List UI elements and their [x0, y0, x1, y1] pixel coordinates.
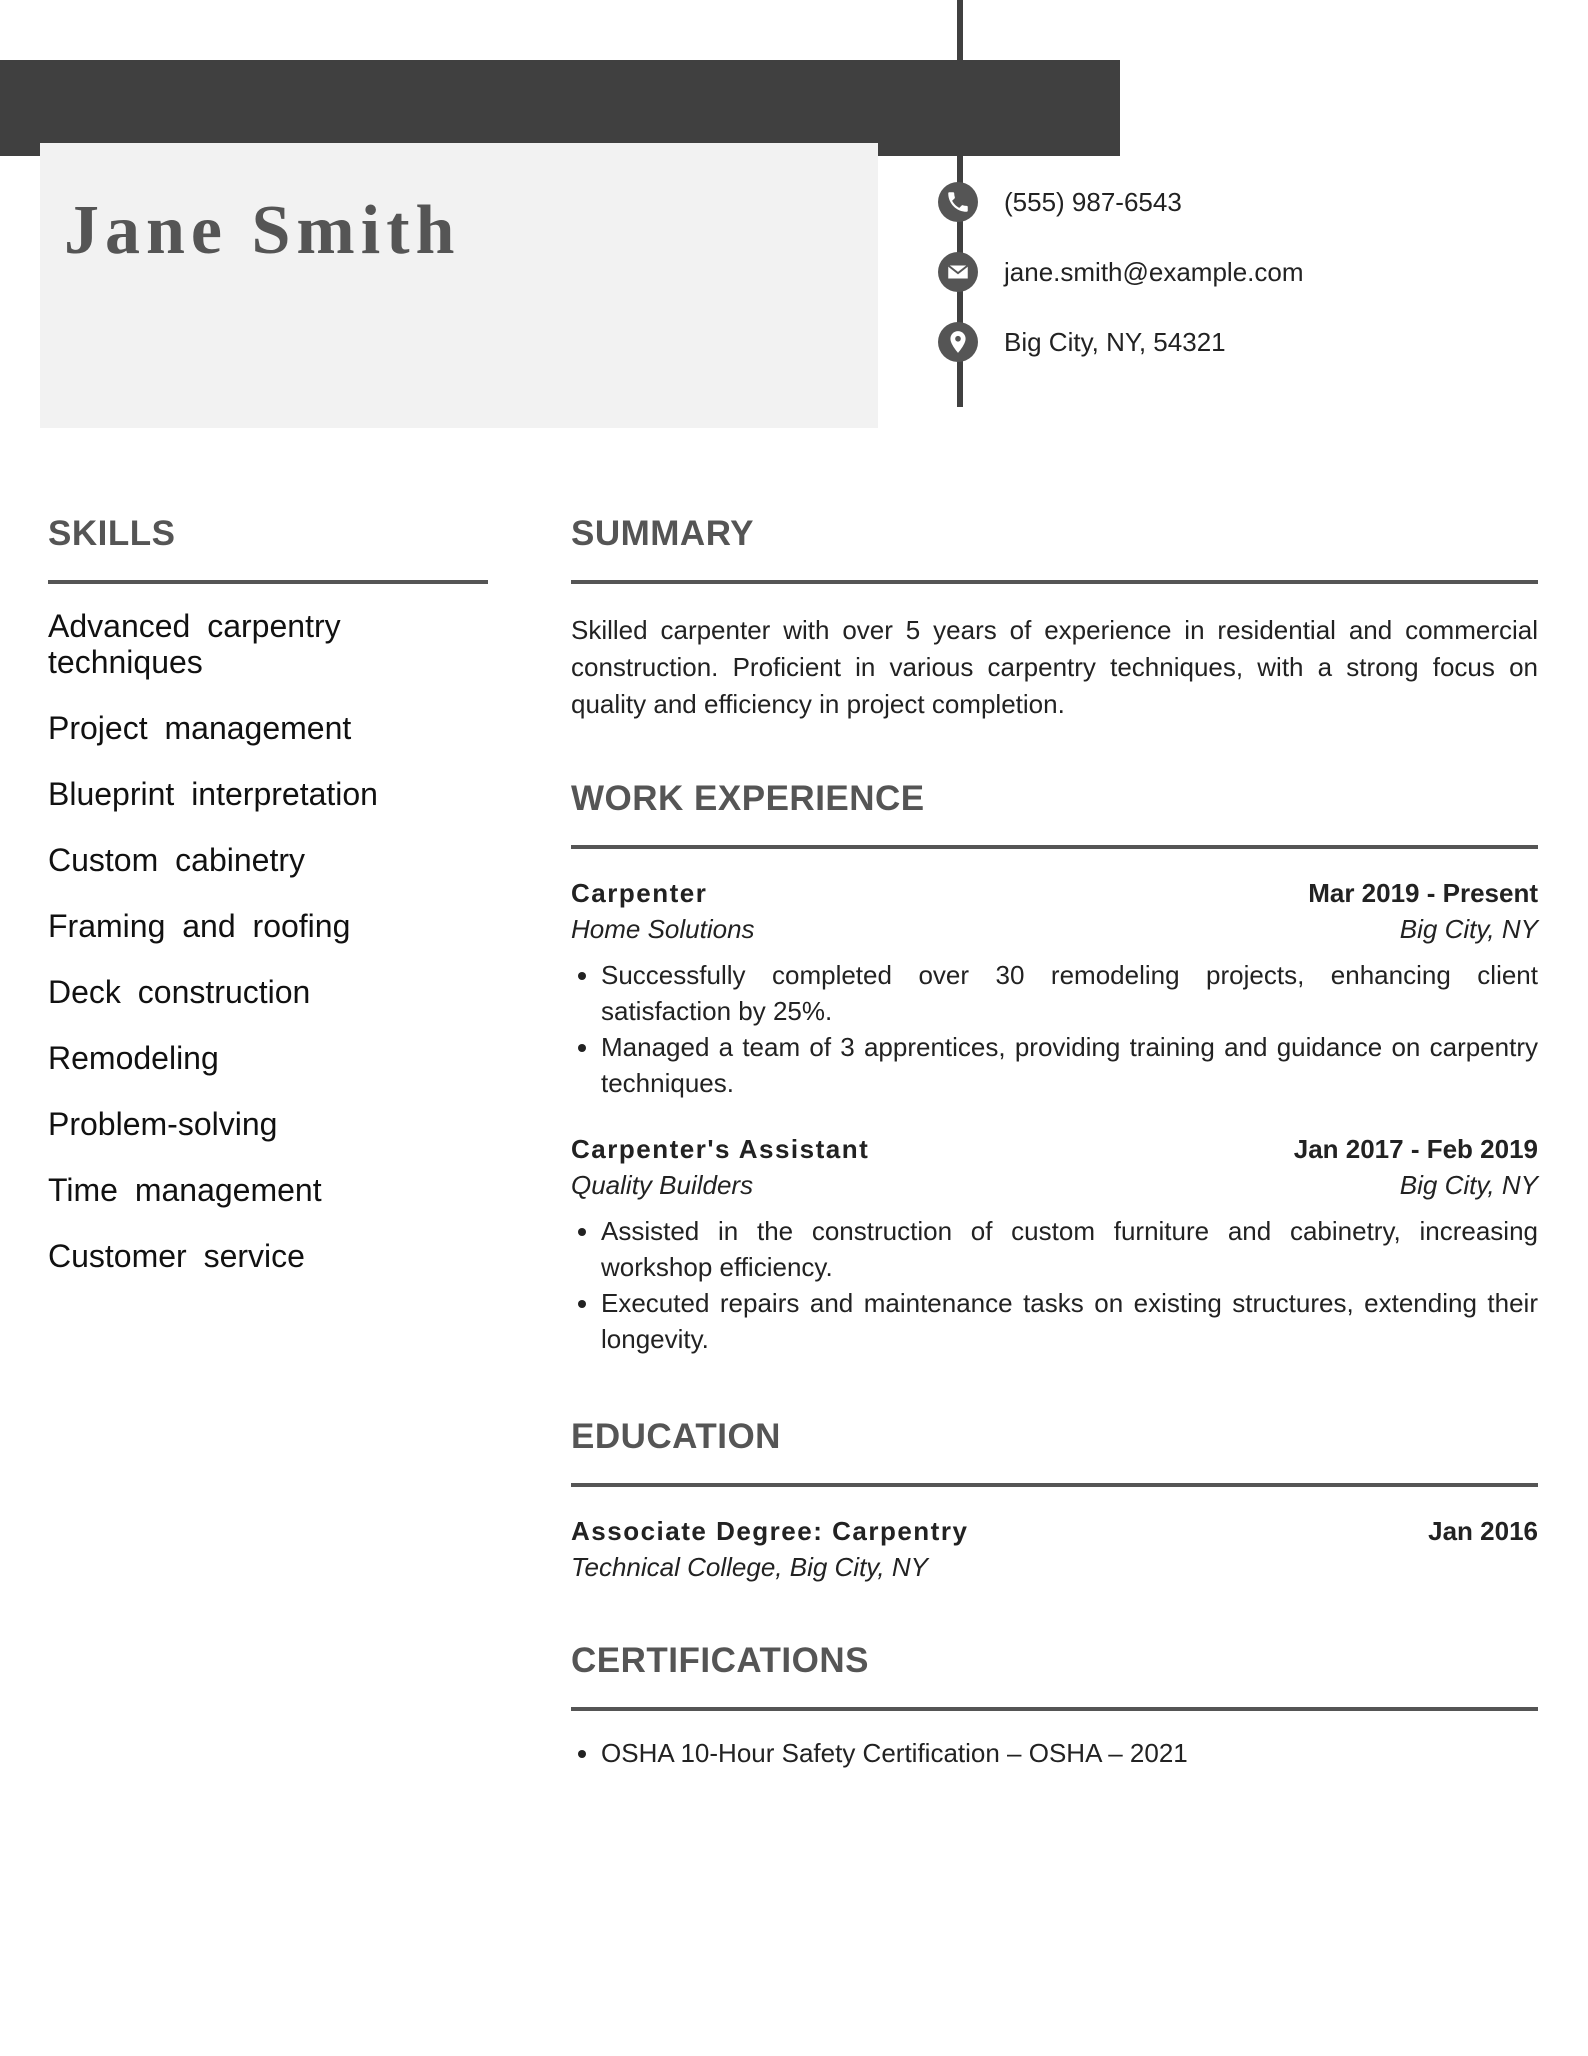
job-bullet: • Managed a team of 3 apprentices, providing training and guidance on carpentry techniques. [601, 1029, 1538, 1101]
job-bullets [571, 957, 1538, 1101]
job-entry [571, 875, 1538, 1101]
summary-heading: SUMMARY [571, 514, 755, 553]
skills-section [48, 512, 488, 1304]
summary-text: Skilled carpenter with over 5 years of experience in residential and commercial construction. Proficient in various carpentry techniques, with a strong focus on quality and efficiency in project completion. [571, 615, 1538, 719]
certifications-list [571, 1735, 1538, 1771]
skill-item: Remodeling [48, 1040, 219, 1076]
experience-section [571, 777, 1538, 1357]
summary-section [571, 512, 1538, 723]
education-heading: EDUCATION [571, 1417, 781, 1456]
location-pin-icon [938, 322, 978, 362]
job-location: Big City, NY [1399, 914, 1538, 944]
job-location: Big City, NY [1399, 1170, 1538, 1200]
section-divider [571, 1483, 1538, 1487]
job-title: Carpenter [571, 878, 708, 908]
skill-item: Custom cabinetry [48, 842, 305, 878]
skill-item: Time management [48, 1172, 322, 1208]
school-name: Technical College, Big City, NY [571, 1552, 928, 1582]
experience-heading: WORK EXPERIENCE [571, 779, 925, 818]
job-bullet: • Executed repairs and maintenance tasks on existing structures, extending their longevity. [601, 1285, 1538, 1357]
contact-email [938, 252, 1304, 292]
degree-date: Jan 2016 [1428, 1516, 1538, 1546]
contact-phone [938, 182, 1182, 222]
certifications-section [571, 1639, 1538, 1771]
job-company: Quality Builders [571, 1170, 754, 1200]
section-divider [571, 580, 1538, 584]
section-divider [571, 1707, 1538, 1711]
section-divider [571, 845, 1538, 849]
skill-item: Deck construction [48, 974, 311, 1010]
location-text: Big City, NY, 54321 [1004, 326, 1226, 357]
main-column [571, 512, 1538, 1771]
mail-icon [938, 252, 978, 292]
candidate-name: Jane Smith [64, 192, 461, 269]
job-bullet: • Successfully completed over 30 remodeling projects, enhancing client satisfaction by 25%. [601, 957, 1538, 1029]
certifications-heading: CERTIFICATIONS [571, 1641, 870, 1680]
degree-title: Associate Degree: Carpentry [571, 1516, 969, 1546]
skill-item: Advanced carpentry techniques [48, 608, 341, 680]
section-divider [48, 580, 488, 584]
certification-item: • OSHA 10-Hour Safety Certification – OSHA – 2021 [601, 1735, 1538, 1771]
job-title: Carpenter's Assistant [571, 1134, 870, 1164]
job-bullet: • Assisted in the construction of custom furniture and cabinetry, increasing workshop efficiency. [601, 1213, 1538, 1285]
skill-item: Project management [48, 710, 352, 746]
phone-icon [938, 182, 978, 222]
email-text: jane.smith@example.com [1004, 256, 1304, 287]
job-entry [571, 1131, 1538, 1357]
name-panel [40, 143, 878, 428]
skill-item: Framing and roofing [48, 908, 351, 944]
contact-location [938, 322, 1226, 362]
skills-list [48, 608, 488, 1274]
job-company: Home Solutions [571, 914, 755, 944]
job-bullets [571, 1213, 1538, 1357]
job-dates: Jan 2017 - Feb 2019 [1293, 1134, 1538, 1164]
header-bar [0, 60, 1120, 156]
education-entry [571, 1513, 1538, 1585]
skill-item: Problem-solving [48, 1106, 278, 1142]
phone-text: (555) 987-6543 [1004, 186, 1182, 217]
skill-item: Blueprint interpretation [48, 776, 378, 812]
education-section [571, 1415, 1538, 1585]
skill-item: Customer service [48, 1238, 305, 1274]
skills-heading: SKILLS [48, 514, 176, 553]
job-dates: Mar 2019 - Present [1308, 878, 1538, 908]
